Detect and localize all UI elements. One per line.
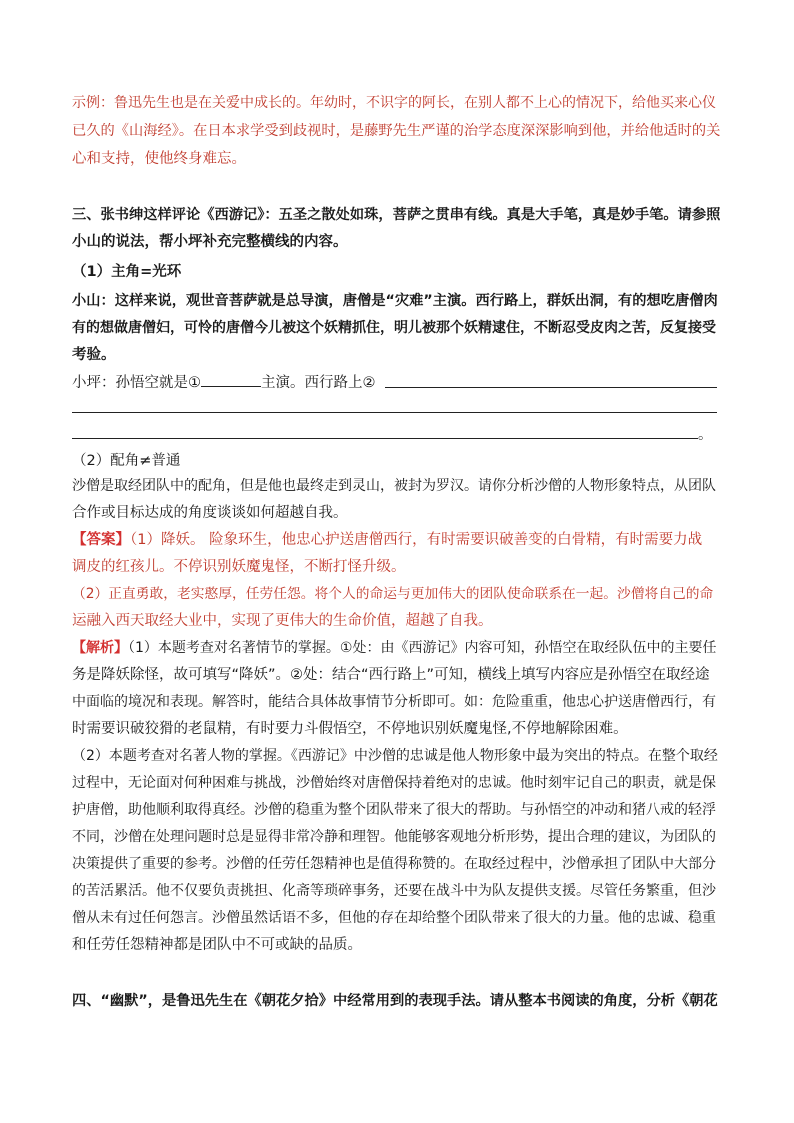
analysis-text: 和任劳任怨精神都是团队中不可或缺的品质。 [72, 937, 362, 953]
xiaoshan-dialogue: 有的想做唐僧妇，可怜的唐僧今儿被这个妖精抓住，明儿被那个妖精逮住，不断忍受皮肉之苦，反复接受 [72, 320, 716, 336]
subquestion-2-heading: （2）配角≠普通 [72, 453, 181, 469]
xiaoshan-dialogue: 考验。 [72, 347, 116, 363]
blank-1 [201, 372, 261, 387]
analysis-text: 的苦活累活。他不仅要负责挑担、化斋等琐碎事务，还要在战斗中为队友提供支援。尽管任务繁重，但沙 [72, 883, 716, 899]
answer-text: 调皮的红孩儿。不停识别妖魔鬼怪，不断打怪升级。 [72, 559, 406, 575]
analysis-text: 僧从未有过任何怨言。沙僧虽然话语不多，但他的存在却给整个团队带来了很大的力量。他的忠诚、稳重 [72, 910, 716, 926]
analysis-text: 过程中，无论面对何种困难与挑战，沙僧始终对唐僧保持着绝对的忠诚。他时刻牢记自己的职责，就是保 [72, 775, 716, 791]
xiaoping-middle: 主演。西行路上② [261, 375, 376, 391]
example-text-line: 示例：鲁迅先生也是在关爱中成长的。年幼时，不识字的阿长，在别人都不上心的情况下，给他买来心仪 [72, 95, 716, 111]
xiaoshan-dialogue: 小山：这样来说，观世音菩萨就是总导演，唐僧是“灾难”主演。西行路上，群妖出洞，有的想吃唐僧肉 [72, 293, 718, 309]
answer-text: （1）降妖。 险象环生，他忠心护送唐僧西行，有时需要识破善变的白骨精，有时需要力战 [130, 532, 703, 548]
analysis-text: 护唐僧，助他顺利取得真经。沙僧的稳重为整个团队带来了很大的帮助。与孙悟空的冲动和猪八戒的轻浮 [72, 802, 716, 818]
analysis-text: 决策提供了重要的参考。沙僧的任劳任怨精神也是值得称赞的。在取经过程中，沙僧承担了团队中大部分 [72, 856, 716, 872]
shaseng-question: 合作或目标达成的角度谈谈如何超越自我。 [72, 505, 348, 521]
analysis-text: 不同，沙僧在处理问题时总是显得非常冷静和理智。他能够客观地分析形势，提出合理的建议，为团队的 [72, 829, 716, 845]
subquestion-1-heading: （1）主角=光环 [72, 264, 182, 280]
blank-2-line [72, 438, 698, 439]
answer-text: 运融入西天取经大业中，实现了更伟大的生命价值，超越了自我。 [72, 613, 493, 629]
xiaoping-fill-line [72, 372, 720, 393]
analysis-text: 时需要识破狡猾的老鼠精，有时要力斗假悟空，不停地识别妖魔鬼怪,不停地解除困难。 [72, 721, 628, 737]
answer-text: （2）正直勇敢，老实憨厚，任劳任怨。将个人的命运与更加伟大的团队使命联系在一起。沙僧将自己的命 [72, 586, 714, 602]
analysis-text: （2）本题考查对名著人物的掌握。《西游记》中沙僧的忠诚是他人物形象中最为突出的特点。在整个取经 [72, 748, 718, 764]
analysis-line [72, 638, 720, 658]
example-text-line: 心和支持，使他终身难忘。 [72, 151, 246, 167]
analysis-text: 中面临的境况和表现。解答时，能结合具体故事情节分析即可。如：危险重重，他忠心护送唐僧西行，有 [72, 694, 716, 710]
blank-2-line [385, 387, 717, 388]
question-4-title: 四、“幽默”，是鲁迅先生在《朝花夕拾》中经常用到的表现手法。请从整本书阅读的角度，分析《朝花 [72, 993, 718, 1009]
question-3-title: 小山的说法，帮小坪补充完整横线的内容。 [72, 234, 348, 250]
example-text-line: 已久的《山海经》。在日本求学受到歧视时，是藤野先生严谨的治学态度深深影响到他，并给他适时的关 [72, 123, 721, 139]
question-3-title: 三、张书绅这样评论《西游记》：五圣之散处如珠，菩萨之贯串有线。真是大手笔，真是妙手笔。请参照 [72, 207, 721, 223]
analysis-text: 务是降妖除怪，故可填写“降妖”。②处：结合“西行路上”可知，横线上填写内容应是孙悟空在取经途 [72, 667, 710, 683]
answer-line [72, 530, 720, 550]
shaseng-question: 沙僧是取经团队中的配角，但是他也最终走到灵山，被封为罗汉。请你分析沙僧的人物形象特点，从团队 [72, 478, 716, 494]
blank-2-line [72, 412, 717, 413]
analysis-text: （1）本题考查对名著情节的掌握。①处：由《西游记》内容可知，孙悟空在取经队伍中的主要任 [128, 640, 717, 656]
xiaoping-prefix: 小坪：孙悟空就是① [72, 375, 201, 391]
answer-tag: 【答案】 [72, 532, 130, 548]
end-mark: 。 [698, 427, 713, 443]
analysis-tag: 【解析】 [72, 640, 128, 656]
